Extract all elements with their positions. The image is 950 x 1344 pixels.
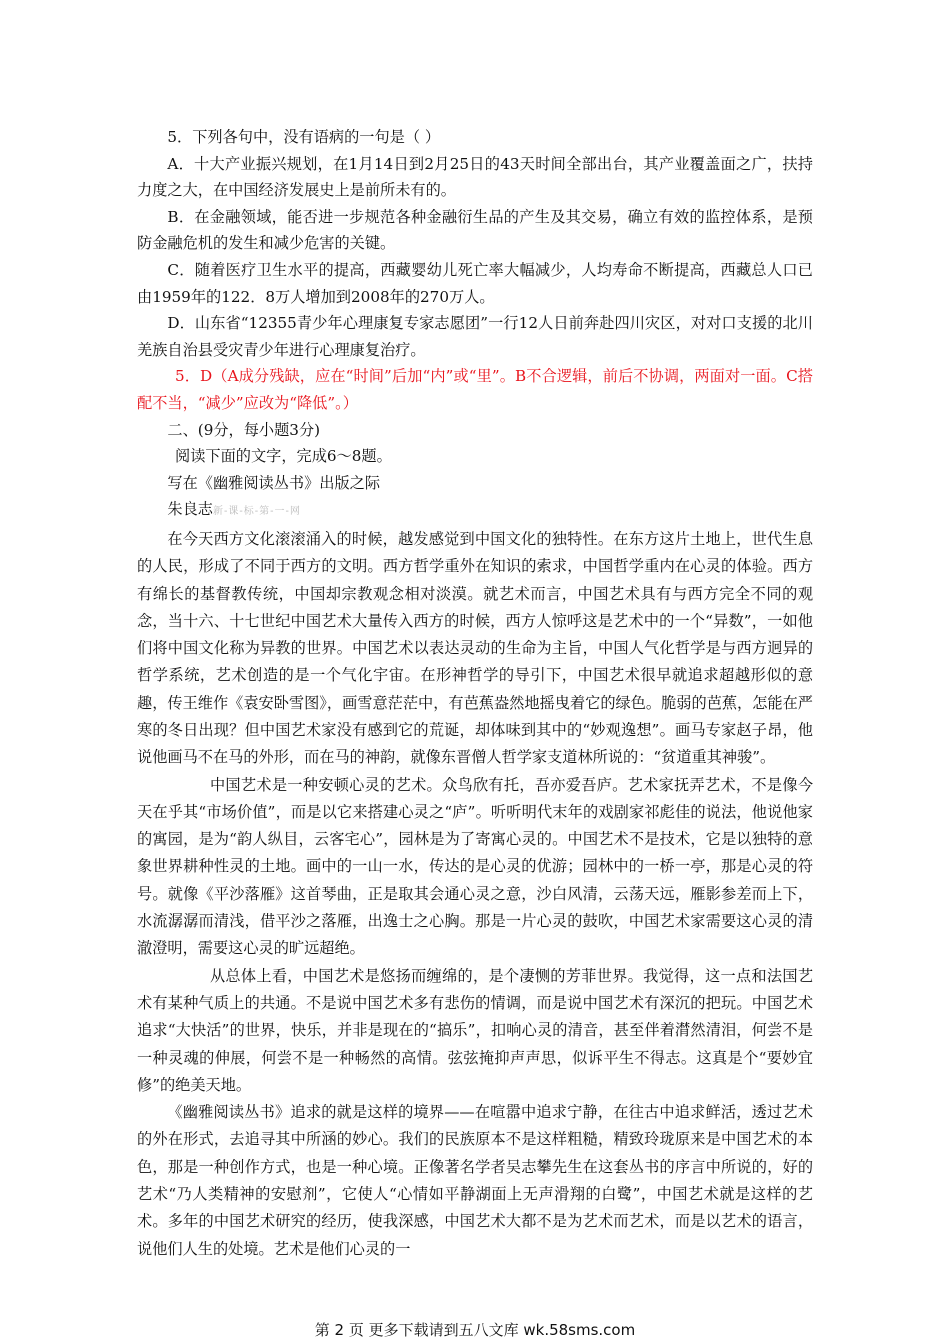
question-5-stem: 5．下列各句中，没有语病的一句是（ ） (167, 128, 441, 146)
article-paragraph-4: 《幽雅阅读丛书》追求的就是这样的境界——在喧嚣中追求宁静，在往古中追求鲜活，透过艺术的外在形式，去追寻其中所涵的妙心。我们的民族原本不是这样粗糙，精致玲珑原来是中国艺术的本色，那是一种创作方式，也是一种心境。正像著名学者吴志攀先生在这套丛书的序言中所说的，好的艺术“乃人类精神的安慰剂”，它使人“心情如平静湖面上无声滑翔的白鹭”，中国艺术就是这样的艺术。多年的中国艺术研究的经历，使我深感，中国艺术大都不是为艺术而艺术，而是以艺术的语言，说他们人生的处境。艺术是他们心灵的一 (137, 1103, 813, 1258)
page-content (137, 124, 813, 1263)
article-author-line (137, 496, 813, 526)
option-b: B．在金融领域，能否进一步规范各种金融衍生品的产生及其交易，确立有效的监控体系，是预防金融危机的发生和减少危害的关键。 (137, 207, 813, 253)
watermark-text: 新-课-标-第-一-网 (212, 506, 301, 518)
article-title: 写在《幽雅阅读丛书》出版之际 (167, 473, 381, 492)
article-body (137, 526, 813, 1263)
section-heading: 二、(9分，每小题3分) (167, 420, 321, 439)
option-c: C．随着医疗卫生水平的提高，西藏婴幼儿死亡率大幅减少，人均寿命不断提高，西藏总人口已由1959年的122．8万人增加到2008年的270万人。 (137, 260, 813, 306)
article-paragraph-1: 在今天西方文化滚滚涌入的时候，越发感觉到中国文化的独特性。在东方这片土地上，世代生息的人民，形成了不同于西方的文明。西方哲学重外在知识的索求，中国哲学重内在心灵的体验。西方有绵长的基督教传统，中国却宗教观念相对淡漠。就艺术而言，中国艺术具有与西方完全不同的观念，当十六、十七世纪中国艺术大量传入西方的时候，西方人惊呼这是艺术中的一个“异数”，一如他们将中国文化称为异教的世界。中国艺术以表达灵动的生命为主旨，中国人气化哲学是与西方迥异的哲学系统，艺术创造的是一个气化宇宙。在形神哲学的导引下，中国艺术很早就追求超越形似的意趣，传王维作《袁安卧雪图》，画雪意茫茫中，有芭蕉盎然地摇曳着它的绿色。脆弱的芭蕉，怎能在严寒的冬日出现？但中国艺术家没有感到它的荒诞，却体味到其中的“妙观逸想”。画马专家赵子昂，他说他画马不在马的外形，而在马的神韵，就像东晋僧人哲学家支道林所说的：“贫道重其神骏”。 (137, 529, 813, 767)
answer-explanation: 5．D（A成分残缺，应在“时间”后加“内”或“里”。B不合逻辑，前后不协调，两面对一面。C搭配不当，“减少”应改为“降低”。） (137, 367, 813, 412)
article-paragraph-3: 从总体上看，中国艺术是悠扬而缠绵的，是个凄恻的芳菲世界。我觉得，这一点和法国艺术有某种气质上的共通。不是说中国艺术多有悲伤的情调，而是说中国艺术有深沉的把玩。中国艺术追求“大快活”的世界，快乐，并非是现在的“搞乐”，扣响心灵的清音，甚至伴着潸然清泪，何尝不是一种灵魂的伸展，何尝不是一种畅然的高情。弦弦掩抑声声思，似诉平生不得志。这真是个“要妙宜修”的绝美天地。 (137, 966, 813, 1094)
option-a: A．十大产业振兴规划，在1月14日到2月25日的43天时间全部出台，其产业覆盖面之广，扶持力度之大，在中国经济发展史上是前所未有的。 (137, 154, 813, 200)
page-footer: 第 2 页 更多下载请到五八文库 wk.58sms.com (314, 1321, 636, 1339)
section-instruction: 阅读下面的文字，完成6～8题。 (175, 447, 392, 466)
option-d: D．山东省“12355青少年心理康复专家志愿团”一行12人日前奔赴四川灾区，对对口支援的北川羌族自治县受灾青少年进行心理康复治疗。 (137, 314, 813, 359)
article-paragraph-2: 中国艺术是一种安顿心灵的艺术。众鸟欣有托，吾亦爱吾庐。艺术家抚弄艺术，不是像今天在乎其“市场价值”，而是以它来搭建心灵之“庐”。听听明代末年的戏剧家祁彪佳的说法，他说他家的寓园，是为“韵人纵目，云客宅心”，园林是为了寄寓心灵的。中国艺术不是技术，它是以独特的意象世界耕种性灵的土地。画中的一山一水，传达的是心灵的优游；园林中的一桥一亭，那是心灵的符号。就像《平沙落雁》这首琴曲，正是取其会通心灵之意，沙白风清，云荡天远，雁影参差而上下，水流潺潺而清浅，借平沙之落雁，出逸士之心胸。那是一片心灵的鼓吹，中国艺术家需要这心灵的清澈澄明，需要这心灵的旷远超绝。 (137, 775, 813, 958)
article-author: 朱良志 (167, 500, 213, 519)
